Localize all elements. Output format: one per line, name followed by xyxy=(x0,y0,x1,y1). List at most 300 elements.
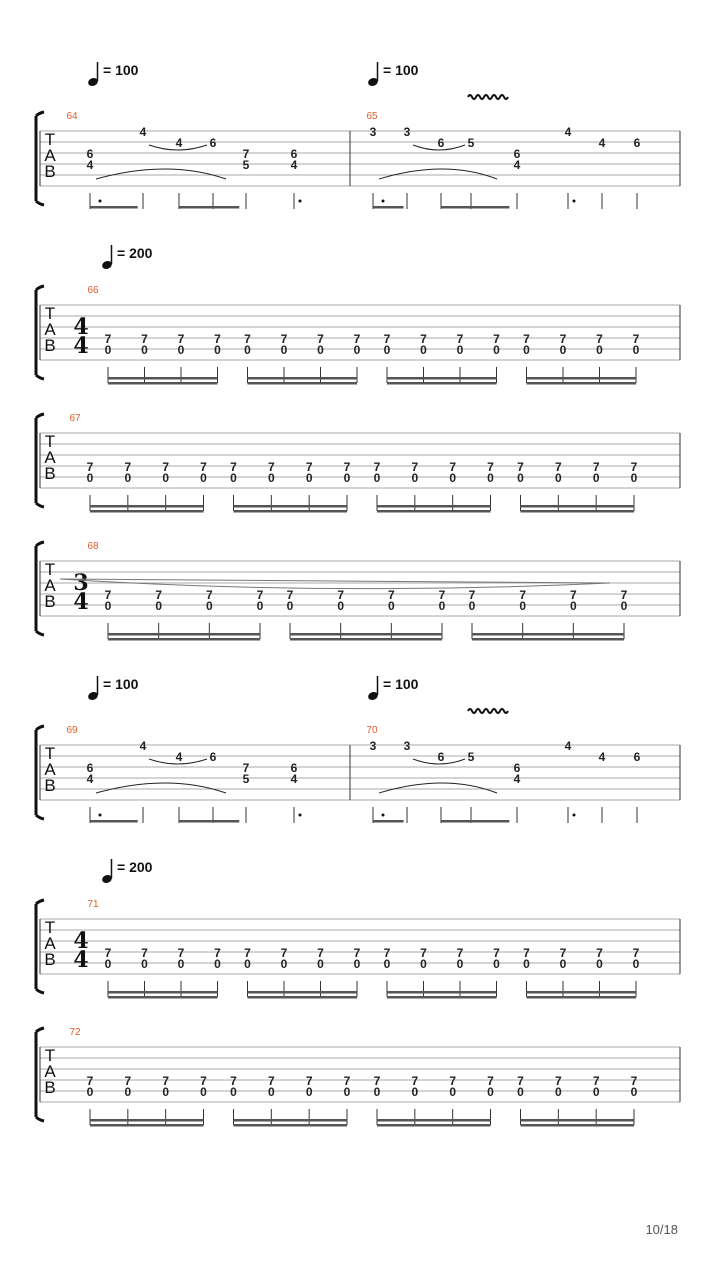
fret-number: 7 xyxy=(337,588,345,602)
fret-number: 0 xyxy=(456,343,464,357)
fret-number: 6 xyxy=(290,761,298,775)
fret-number: 7 xyxy=(523,332,530,346)
fret-number: 4 xyxy=(564,125,572,139)
fret-number: 0 xyxy=(86,471,94,485)
s5-staff xyxy=(36,726,680,819)
fret-number: 0 xyxy=(456,957,464,971)
fret-number: 0 xyxy=(214,957,221,971)
fret-number: 7 xyxy=(104,946,112,960)
beam xyxy=(377,1119,491,1122)
fret-number: 7 xyxy=(592,1074,600,1088)
beam xyxy=(108,638,260,641)
beam xyxy=(527,377,637,380)
tempo-65 xyxy=(367,62,419,87)
fret-number: 0 xyxy=(373,471,381,485)
fret-number: 7 xyxy=(569,588,577,602)
fret-number: 0 xyxy=(630,471,638,485)
fret-number: 0 xyxy=(523,343,530,357)
fret-number: 7 xyxy=(230,460,237,474)
fret-number: 7 xyxy=(305,1074,313,1088)
tempo-marking: = 200 xyxy=(117,859,153,875)
tempo-70 xyxy=(367,676,419,701)
bar-number: 69 xyxy=(66,725,78,736)
bar-number: 68 xyxy=(87,541,99,552)
fret-number: 7 xyxy=(267,460,275,474)
fret-number: 4 xyxy=(513,158,521,172)
fret-number: 0 xyxy=(141,343,148,357)
fret-number: 7 xyxy=(592,460,600,474)
fret-number: 4 xyxy=(598,136,606,150)
fret-number: 4 xyxy=(86,772,94,786)
fret-number: 0 xyxy=(305,471,313,485)
fret-number: 0 xyxy=(162,471,170,485)
fret-number: 0 xyxy=(411,1085,419,1099)
fret-number: 0 xyxy=(373,1085,381,1099)
fret-number: 0 xyxy=(632,343,640,357)
fret-number: 7 xyxy=(387,588,395,602)
fret-number: 7 xyxy=(317,946,324,960)
fret-number: 3 xyxy=(403,739,411,753)
fret-number: 0 xyxy=(517,471,524,485)
fret-number: 4 xyxy=(139,125,147,139)
tab-clef-letter: T xyxy=(44,560,56,579)
fret-number: 0 xyxy=(205,599,213,613)
beam xyxy=(441,820,509,823)
tab-clef-letter: B xyxy=(44,464,56,483)
tempo-66 xyxy=(101,245,153,270)
beam xyxy=(387,996,497,999)
fret-number: 7 xyxy=(104,332,112,346)
tempo-marking: = 100 xyxy=(103,676,139,692)
fret-number: 0 xyxy=(353,343,361,357)
bar-number: 71 xyxy=(87,899,99,910)
fret-number: 0 xyxy=(162,1085,170,1099)
fret-number: 7 xyxy=(468,588,476,602)
beam xyxy=(234,1119,348,1122)
tab-clef-letter: A xyxy=(44,146,56,165)
fret-number: 4 xyxy=(290,158,298,172)
fret-number: 0 xyxy=(267,1085,275,1099)
fret-number: 0 xyxy=(420,343,427,357)
fret-number: 0 xyxy=(468,599,476,613)
beam xyxy=(234,510,348,513)
fret-number: 0 xyxy=(387,599,395,613)
fret-number: 7 xyxy=(596,332,603,346)
fret-number: 7 xyxy=(280,332,288,346)
fret-number: 6 xyxy=(513,761,521,775)
fret-number: 7 xyxy=(517,460,524,474)
fret-number: 0 xyxy=(554,471,562,485)
fret-number: 0 xyxy=(141,957,148,971)
fret-number: 0 xyxy=(493,957,500,971)
beam xyxy=(472,633,624,636)
s7-staff xyxy=(36,1028,680,1121)
tab-clef-letter: A xyxy=(44,1062,56,1081)
fret-number: 7 xyxy=(141,946,148,960)
dot xyxy=(573,814,576,817)
beam xyxy=(373,820,404,823)
fret-number: 0 xyxy=(620,599,628,613)
fret-number: 7 xyxy=(559,946,567,960)
fret-number: 5 xyxy=(467,750,475,764)
fret-number: 7 xyxy=(200,1074,207,1088)
fret-number: 0 xyxy=(449,471,457,485)
fret-number: 6 xyxy=(209,750,217,764)
beam xyxy=(90,505,204,508)
fret-number: 0 xyxy=(630,1085,638,1099)
fret-number: 6 xyxy=(209,136,217,150)
tab-clef-letter: B xyxy=(44,776,56,795)
fret-number: 7 xyxy=(162,460,170,474)
dot xyxy=(299,814,302,817)
fret-number: 6 xyxy=(513,147,521,161)
fret-number: 0 xyxy=(256,599,264,613)
beam xyxy=(527,996,637,999)
fret-number: 7 xyxy=(456,946,464,960)
beam xyxy=(248,996,358,999)
tab-clef-letter: B xyxy=(44,950,56,969)
fret-number: 0 xyxy=(244,957,251,971)
fret-number: 0 xyxy=(493,343,500,357)
fret-number: 6 xyxy=(290,147,298,161)
beam xyxy=(521,1119,635,1122)
beam xyxy=(472,638,624,641)
fret-number: 0 xyxy=(124,471,132,485)
fret-number: 0 xyxy=(383,343,391,357)
fret-number: 7 xyxy=(493,332,500,346)
fret-number: 0 xyxy=(155,599,163,613)
fret-number: 7 xyxy=(162,1074,170,1088)
fret-number: 7 xyxy=(305,460,313,474)
fret-number: 7 xyxy=(438,588,446,602)
fret-number: 0 xyxy=(305,1085,313,1099)
fret-number: 7 xyxy=(177,946,185,960)
dot xyxy=(299,200,302,203)
fret-number: 7 xyxy=(373,1074,381,1088)
fret-number: 4 xyxy=(175,136,183,150)
fret-number: 7 xyxy=(286,588,294,602)
fret-number: 7 xyxy=(141,332,148,346)
bar-number: 65 xyxy=(366,111,378,122)
beam xyxy=(290,638,442,641)
fret-number: 7 xyxy=(487,460,494,474)
tab-clef-letter: B xyxy=(44,1078,56,1097)
fret-number: 0 xyxy=(280,343,288,357)
fret-number: 7 xyxy=(596,946,603,960)
fret-number: 4 xyxy=(175,750,183,764)
fret-number: 5 xyxy=(242,158,250,172)
fret-number: 0 xyxy=(523,957,530,971)
tempo-marking: = 200 xyxy=(117,245,153,261)
dot xyxy=(99,814,102,817)
fret-number: 4 xyxy=(513,772,521,786)
fret-number: 0 xyxy=(177,343,185,357)
tab-clef-letter: A xyxy=(44,320,56,339)
fret-number: 7 xyxy=(205,588,213,602)
fret-number: 7 xyxy=(620,588,628,602)
s1-staff xyxy=(36,112,680,205)
beam xyxy=(377,510,491,513)
fret-number: 7 xyxy=(343,460,351,474)
vibrato-icon xyxy=(468,709,508,713)
fret-number: 7 xyxy=(86,460,94,474)
fret-number: 7 xyxy=(244,332,251,346)
beam xyxy=(248,377,358,380)
beam xyxy=(90,1119,204,1122)
beam xyxy=(441,206,509,209)
slur xyxy=(60,579,610,589)
fret-number: 0 xyxy=(104,957,112,971)
slur xyxy=(379,783,497,793)
fret-number: 7 xyxy=(86,1074,94,1088)
fret-number: 0 xyxy=(343,471,351,485)
fret-number: 3 xyxy=(403,125,411,139)
fret-number: 0 xyxy=(177,957,185,971)
fret-number: 0 xyxy=(230,1085,237,1099)
fret-number: 7 xyxy=(353,332,361,346)
fret-number: 0 xyxy=(200,1085,207,1099)
fret-number: 4 xyxy=(86,158,94,172)
fret-number: 7 xyxy=(353,946,361,960)
fret-number: 0 xyxy=(517,1085,524,1099)
tab-clef-letter: A xyxy=(44,576,56,595)
fret-number: 7 xyxy=(124,460,132,474)
beam xyxy=(377,505,491,508)
fret-number: 0 xyxy=(487,1085,494,1099)
slur xyxy=(96,783,226,793)
time-signature-numerator: 3 xyxy=(73,570,89,596)
fret-number: 0 xyxy=(519,599,527,613)
fret-number: 0 xyxy=(559,343,567,357)
fret-number: 7 xyxy=(420,332,427,346)
fret-number: 0 xyxy=(104,343,112,357)
time-signature-numerator: 4 xyxy=(73,314,89,340)
beam xyxy=(108,382,218,385)
beam xyxy=(373,206,404,209)
fret-number: 7 xyxy=(383,332,391,346)
tempo-marking: = 100 xyxy=(383,676,419,692)
beam xyxy=(108,991,218,994)
fret-number: 7 xyxy=(523,946,530,960)
fret-number: 0 xyxy=(317,343,324,357)
fret-number: 0 xyxy=(559,957,567,971)
fret-number: 0 xyxy=(86,1085,94,1099)
time-signature-numerator: 4 xyxy=(73,928,89,954)
bar-number: 64 xyxy=(66,111,78,122)
beam xyxy=(387,377,497,380)
fret-number: 6 xyxy=(437,750,445,764)
fret-number: 7 xyxy=(449,460,457,474)
fret-number: 0 xyxy=(267,471,275,485)
tab-clef-letter: T xyxy=(44,744,56,763)
beam xyxy=(290,633,442,636)
tab-clef-letter: A xyxy=(44,448,56,467)
fret-number: 3 xyxy=(369,739,377,753)
bar-number: 70 xyxy=(366,725,378,736)
fret-number: 0 xyxy=(569,599,577,613)
beam xyxy=(108,377,218,380)
fret-number: 7 xyxy=(519,588,527,602)
fret-number: 7 xyxy=(230,1074,237,1088)
fret-number: 7 xyxy=(559,332,567,346)
beam xyxy=(90,1124,204,1127)
tab-clef-letter: T xyxy=(44,1046,56,1065)
fret-number: 7 xyxy=(632,946,640,960)
fret-number: 0 xyxy=(592,471,600,485)
fret-number: 0 xyxy=(596,957,603,971)
fret-number: 7 xyxy=(155,588,163,602)
fret-number: 0 xyxy=(214,343,221,357)
fret-number: 7 xyxy=(242,761,250,775)
fret-number: 7 xyxy=(493,946,500,960)
beam xyxy=(108,996,218,999)
fret-number: 7 xyxy=(343,1074,351,1088)
tab-clef-letter: A xyxy=(44,934,56,953)
fret-number: 6 xyxy=(86,147,94,161)
fret-number: 7 xyxy=(124,1074,132,1088)
fret-number: 0 xyxy=(353,957,361,971)
fret-number: 7 xyxy=(554,1074,562,1088)
fret-number: 0 xyxy=(438,599,446,613)
tab-clef-letter: T xyxy=(44,918,56,937)
beam xyxy=(387,382,497,385)
fret-number: 0 xyxy=(343,1085,351,1099)
beam xyxy=(179,820,239,823)
fret-number: 5 xyxy=(242,772,250,786)
fret-number: 7 xyxy=(630,1074,638,1088)
fret-number: 7 xyxy=(256,588,264,602)
dot xyxy=(382,814,385,817)
tab-clef-letter: B xyxy=(44,592,56,611)
fret-number: 7 xyxy=(554,460,562,474)
fret-number: 7 xyxy=(449,1074,457,1088)
fret-number: 7 xyxy=(411,460,419,474)
fret-number: 0 xyxy=(286,599,294,613)
beam xyxy=(108,633,260,636)
fret-number: 0 xyxy=(487,471,494,485)
dot xyxy=(573,200,576,203)
fret-number: 0 xyxy=(420,957,427,971)
fret-number: 7 xyxy=(242,147,250,161)
tab-clef-letter: T xyxy=(44,304,56,323)
fret-number: 0 xyxy=(592,1085,600,1099)
beam xyxy=(527,382,637,385)
beam xyxy=(521,505,635,508)
tab-clef-letter: B xyxy=(44,162,56,181)
beam xyxy=(527,991,637,994)
fret-number: 7 xyxy=(517,1074,524,1088)
tempo-71 xyxy=(101,859,153,884)
fret-number: 0 xyxy=(124,1085,132,1099)
fret-number: 7 xyxy=(177,332,185,346)
fret-number: 7 xyxy=(214,332,221,346)
fret-number: 0 xyxy=(449,1085,457,1099)
fret-number: 0 xyxy=(244,343,251,357)
fret-number: 0 xyxy=(280,957,288,971)
fret-number: 6 xyxy=(633,750,641,764)
s3-staff xyxy=(36,414,680,507)
fret-number: 7 xyxy=(200,460,207,474)
fret-number: 7 xyxy=(267,1074,275,1088)
fret-number: 0 xyxy=(104,599,112,613)
tab-clef-letter: T xyxy=(44,432,56,451)
fret-number: 0 xyxy=(200,471,207,485)
beam xyxy=(90,206,138,209)
fret-number: 0 xyxy=(230,471,237,485)
beam xyxy=(234,1124,348,1127)
page-number: 10/18 xyxy=(645,1222,678,1237)
fret-number: 4 xyxy=(564,739,572,753)
bar-number: 67 xyxy=(69,413,81,424)
fret-number: 7 xyxy=(383,946,391,960)
fret-number: 7 xyxy=(411,1074,419,1088)
tempo-64 xyxy=(87,62,139,87)
fret-number: 4 xyxy=(290,772,298,786)
fret-number: 7 xyxy=(373,460,381,474)
tempo-marking: = 100 xyxy=(383,62,419,78)
beam xyxy=(234,505,348,508)
tab-clef-letter: T xyxy=(44,130,56,149)
fret-number: 6 xyxy=(437,136,445,150)
fret-number: 5 xyxy=(467,136,475,150)
fret-number: 0 xyxy=(317,957,324,971)
dot xyxy=(382,200,385,203)
fret-number: 7 xyxy=(630,460,638,474)
fret-number: 7 xyxy=(456,332,464,346)
beam xyxy=(521,510,635,513)
bar-number: 72 xyxy=(69,1027,81,1038)
fret-number: 6 xyxy=(633,136,641,150)
fret-number: 7 xyxy=(487,1074,494,1088)
tempo-69 xyxy=(87,676,139,701)
dot xyxy=(99,200,102,203)
fret-number: 0 xyxy=(554,1085,562,1099)
slur xyxy=(379,169,497,179)
fret-number: 3 xyxy=(369,125,377,139)
beam xyxy=(521,1124,635,1127)
tempo-marking: = 100 xyxy=(103,62,139,78)
beam xyxy=(179,206,239,209)
fret-number: 0 xyxy=(632,957,640,971)
fret-number: 7 xyxy=(632,332,640,346)
fret-number: 7 xyxy=(104,588,112,602)
time-signature-denominator: 4 xyxy=(73,589,89,615)
beam xyxy=(387,991,497,994)
fret-number: 4 xyxy=(598,750,606,764)
fret-number: 7 xyxy=(214,946,221,960)
fret-number: 7 xyxy=(244,946,251,960)
tab-clef-letter: B xyxy=(44,336,56,355)
time-signature-denominator: 4 xyxy=(73,947,89,973)
fret-number: 0 xyxy=(337,599,345,613)
beam xyxy=(248,382,358,385)
beam xyxy=(90,820,138,823)
tab-clef-letter: A xyxy=(44,760,56,779)
fret-number: 7 xyxy=(280,946,288,960)
beam xyxy=(248,991,358,994)
fret-number: 4 xyxy=(139,739,147,753)
beam xyxy=(377,1124,491,1127)
vibrato-icon xyxy=(468,95,508,99)
fret-number: 0 xyxy=(596,343,603,357)
fret-number: 0 xyxy=(383,957,391,971)
bar-number: 66 xyxy=(87,285,99,296)
fret-number: 6 xyxy=(86,761,94,775)
fret-number: 0 xyxy=(411,471,419,485)
fret-number: 7 xyxy=(420,946,427,960)
slur xyxy=(96,169,226,179)
time-signature-denominator: 4 xyxy=(73,333,89,359)
